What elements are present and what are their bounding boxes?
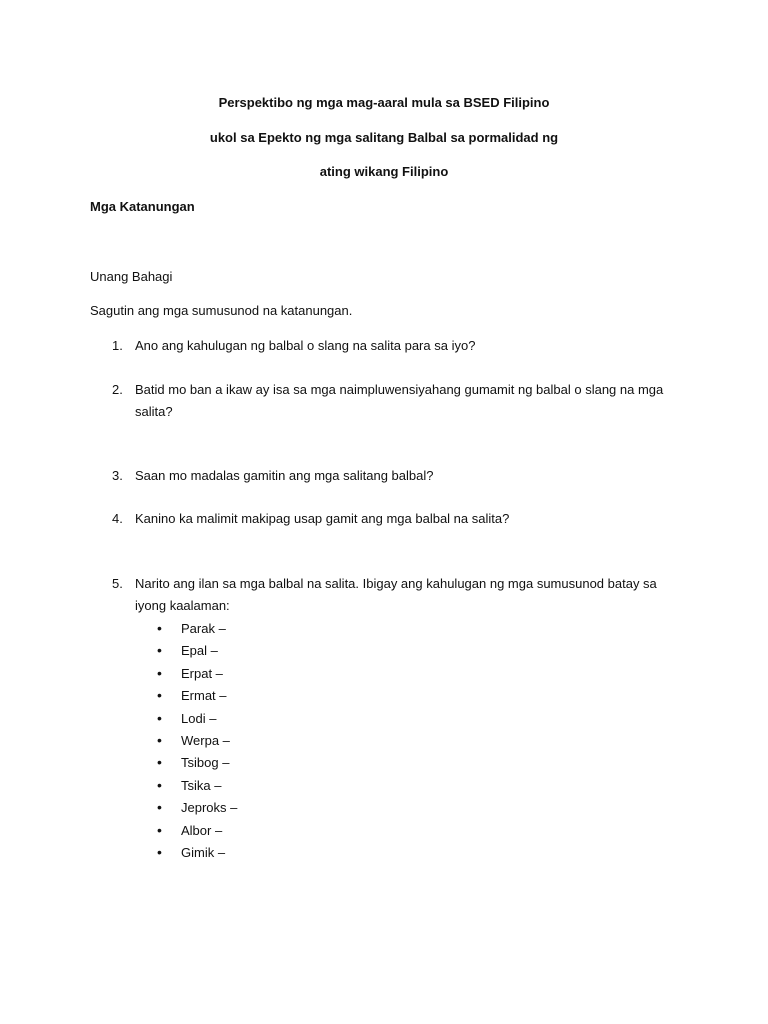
part-label: Unang Bahagi [90,269,173,284]
slang-word: Lodi – [181,710,217,726]
list-item [157,751,237,773]
bullet-icon: • [157,821,162,838]
bullet-icon: • [157,754,162,771]
bullet-icon: • [157,731,162,748]
list-item [157,639,237,661]
question-number: 1. [112,338,123,353]
slang-word: Tsibog – [181,755,230,771]
question-number: 2. [112,382,123,397]
document-title-line-3: ating wikang Filipino [319,164,449,179]
section-heading: Mga Katanungan [90,199,195,214]
question-number: 4. [112,511,123,526]
question-2 [112,379,672,423]
list-item [157,796,237,818]
list-item [157,841,237,863]
instruction-text: Sagutin ang mga sumusunod na katanungan. [90,303,353,318]
question-1 [112,335,672,357]
slang-word: Werpa – [181,732,230,748]
question-3 [112,465,672,487]
question-5 [112,573,672,617]
question-text: Kanino ka malimit makipag usap gamit ang mga balbal na salita? [135,511,510,526]
question-number: 5. [112,576,123,591]
list-item [157,707,237,729]
document-title-line-2: ukol sa Epekto ng mga salitang Balbal sa pormalidad ng [209,130,559,145]
list-item [157,617,237,639]
bullet-icon: • [157,642,162,659]
list-item [157,684,237,706]
slang-word: Gimik – [181,844,226,860]
slang-word-list [157,617,237,863]
question-4 [112,508,672,530]
slang-word: Erpat – [181,665,223,681]
list-item [157,662,237,684]
bullet-icon: • [157,620,162,636]
list-item [157,729,237,751]
bullet-icon: • [157,776,162,793]
slang-word: Albor – [181,822,223,838]
slang-word: Jeproks – [181,800,238,816]
slang-word: Parak – [181,621,226,636]
question-text: Ano ang kahulugan ng balbal o slang na salita para sa iyo? [135,338,476,353]
bullet-icon: • [157,687,162,704]
question-text: Batid mo ban a ikaw ay isa sa mga naimpluwensiyahang gumamit ng balbal o slang na mga salita? [135,382,664,419]
list-item [157,774,237,796]
question-number: 3. [112,468,123,483]
bullet-icon: • [157,664,162,681]
question-text: Narito ang ilan sa mga balbal na salita. Ibigay ang kahulugan ng mga sumusunod batay sa iyong kaalaman: [135,576,657,613]
slang-word: Ermat – [181,688,227,704]
bullet-icon: • [157,799,162,816]
question-text: Saan mo madalas gamitin ang mga salitang balbal? [135,468,434,483]
slang-word: Tsika – [181,777,222,793]
list-item [157,819,237,841]
bullet-icon: • [157,709,162,726]
document-title-line-1: Perspektibo ng mga mag-aaral mula sa BSED Filipino [218,95,550,110]
slang-word: Epal – [181,643,218,659]
bullet-icon: • [157,843,162,860]
